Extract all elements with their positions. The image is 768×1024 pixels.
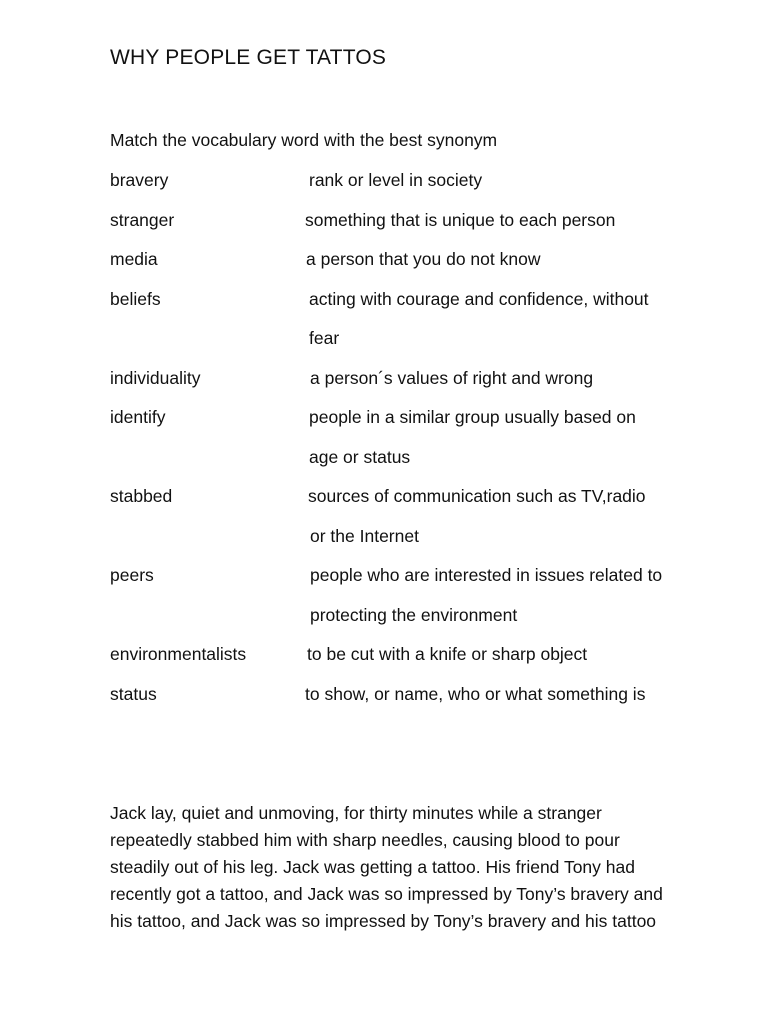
vocab-row xyxy=(110,210,730,250)
vocab-row xyxy=(110,170,730,210)
vocab-word: peers xyxy=(110,565,154,585)
vocab-row xyxy=(110,565,730,605)
vocab-definition: to show, or name, who or what something is xyxy=(305,683,646,704)
vocab-word: media xyxy=(110,249,158,269)
vocab-word: status xyxy=(110,683,157,704)
vocab-word: environmentalists xyxy=(110,644,247,664)
vocab-row xyxy=(110,526,730,566)
vocab-row xyxy=(110,407,730,447)
vocab-definition: acting with courage and confidence, without xyxy=(309,288,649,309)
vocab-row xyxy=(110,289,730,329)
vocab-word: individuality xyxy=(110,367,201,388)
vocab-definition: people in a similar group usually based on xyxy=(309,407,636,427)
vocab-word: bravery xyxy=(110,170,169,190)
vocab-row xyxy=(110,486,730,526)
vocab-row xyxy=(110,368,730,408)
vocab-definition: a person that you do not know xyxy=(306,249,541,269)
instruction-text: Match the vocabulary word with the best synonym xyxy=(110,130,498,150)
passage-line: repeatedly stabbed him with sharp needles, causing blood to pour xyxy=(110,830,620,850)
vocab-word: beliefs xyxy=(110,288,161,309)
passage-line: recently got a tattoo, and Jack was so impressed by Tony’s bravery and xyxy=(110,884,663,904)
vocab-definition: age or status xyxy=(309,446,411,467)
vocab-definition: protecting the environment xyxy=(310,604,518,625)
vocab-definition: fear xyxy=(309,328,340,348)
vocab-word: identify xyxy=(110,407,166,427)
vocab-definition: people who are interested in issues related to xyxy=(310,565,663,585)
vocab-definition: or the Internet xyxy=(310,525,419,546)
vocab-row xyxy=(110,605,730,645)
vocab-definition: to be cut with a knife or sharp object xyxy=(307,644,588,664)
vocab-row xyxy=(110,328,730,368)
passage-line: Jack lay, quiet and unmoving, for thirty minutes while a stranger xyxy=(110,803,602,823)
vocab-definition: a person´s values of right and wrong xyxy=(310,367,594,388)
vocab-row xyxy=(110,684,730,724)
vocab-word: stranger xyxy=(110,209,175,230)
vocab-definition: sources of communication such as TV,radio xyxy=(308,486,646,506)
passage-line: steadily out of his leg. Jack was getting a tattoo. His friend Tony had xyxy=(110,857,635,877)
document-title: WHY PEOPLE GET TATTOS xyxy=(110,46,387,69)
vocab-row xyxy=(110,249,730,289)
vocabulary-list xyxy=(110,170,730,723)
vocab-definition: something that is unique to each person xyxy=(305,209,616,230)
vocab-definition: rank or level in society xyxy=(309,170,483,190)
vocab-row xyxy=(110,644,730,684)
passage-line: his tattoo, and Jack was so impressed by Tony’s bravery and his tattoo xyxy=(110,911,657,931)
vocab-row xyxy=(110,447,730,487)
reading-passage xyxy=(110,800,720,935)
vocab-word: stabbed xyxy=(110,486,173,506)
